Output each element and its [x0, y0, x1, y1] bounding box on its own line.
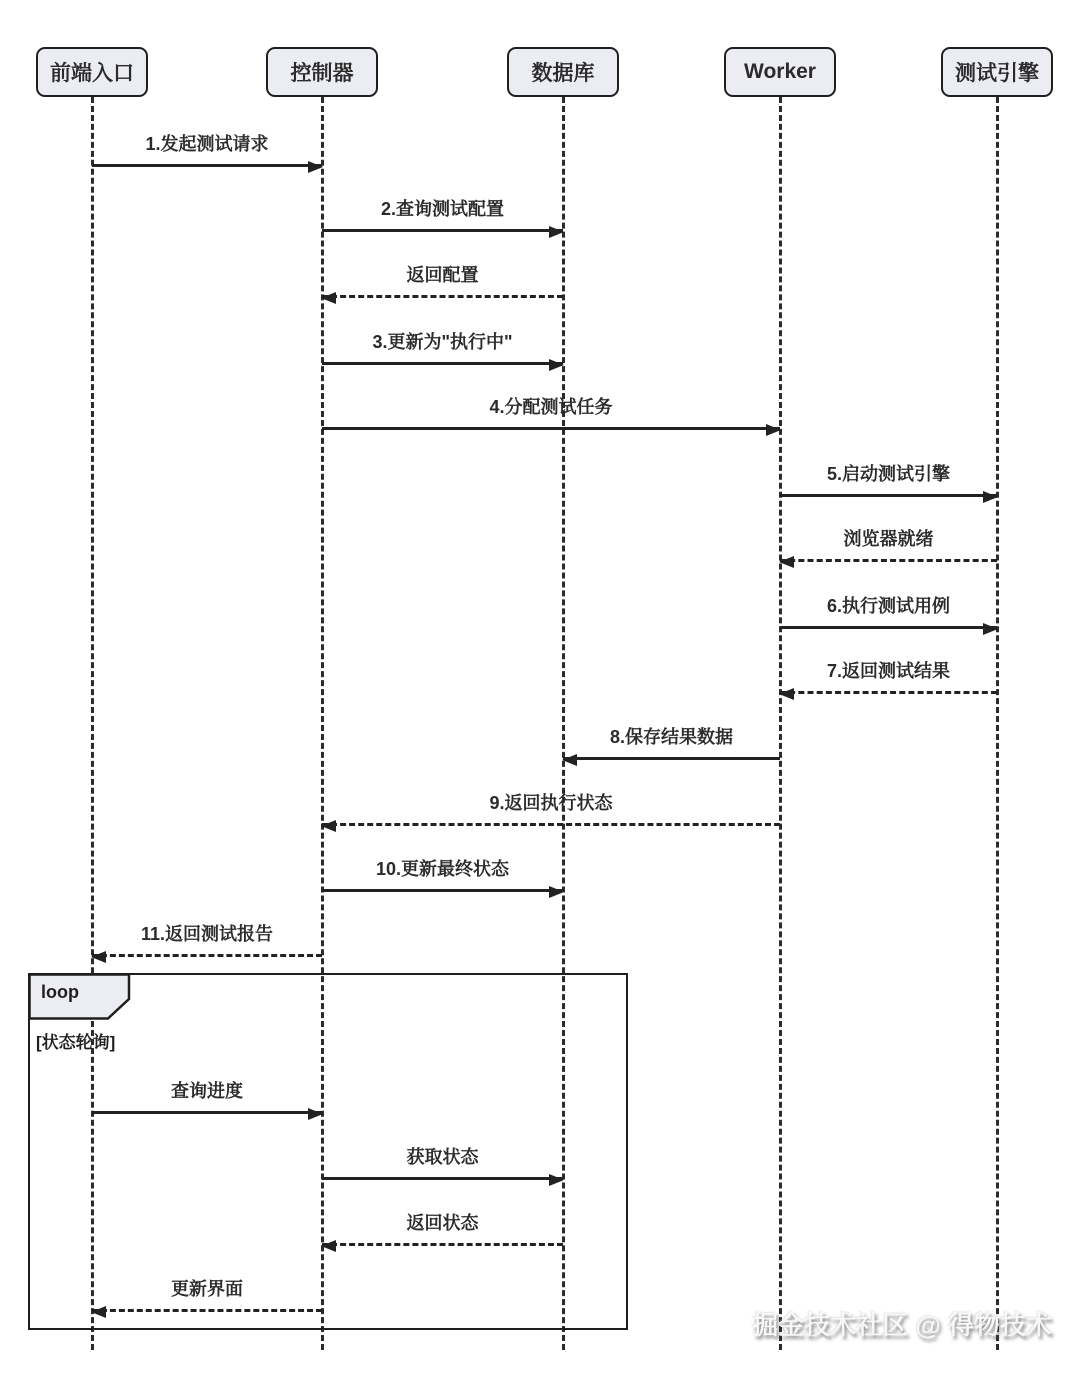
message-label: 4.分配测试任务: [489, 397, 613, 417]
arrowhead-right-icon: [549, 1174, 564, 1186]
arrow-line: [322, 1243, 563, 1246]
arrow-line: [780, 494, 997, 497]
message-label: 2.查询测试配置: [380, 199, 504, 219]
arrowhead-left-icon: [779, 556, 794, 568]
participant-engine: 测试引擎: [941, 47, 1053, 97]
arrow-line: [780, 626, 997, 629]
arrow-line: [780, 559, 997, 562]
participant-database: 数据库: [507, 47, 619, 97]
arrow-line: [92, 164, 322, 167]
arrow-line: [322, 362, 563, 365]
arrow-line: [92, 954, 322, 957]
loop-label: loop: [41, 982, 79, 1002]
message-label: 11.返回测试报告: [140, 924, 274, 944]
message-label: 3.更新为"执行中": [372, 332, 513, 352]
arrow-line: [780, 691, 997, 694]
arrow-line: [92, 1309, 322, 1312]
arrow-line: [322, 229, 563, 232]
message-label: 查询进度: [171, 1081, 243, 1101]
message-label: 9.返回执行状态: [489, 793, 613, 813]
arrowhead-left-icon: [562, 754, 577, 766]
participant-worker: Worker: [724, 47, 836, 97]
arrow-line: [92, 1111, 322, 1114]
message-label: 7.返回测试结果: [826, 661, 950, 681]
arrowhead-right-icon: [983, 491, 998, 503]
loop-condition: [状态轮询]: [36, 1033, 116, 1052]
arrowhead-left-icon: [91, 1306, 106, 1318]
arrowhead-left-icon: [321, 292, 336, 304]
arrowhead-right-icon: [549, 359, 564, 371]
arrowhead-right-icon: [308, 161, 323, 173]
arrowhead-right-icon: [308, 1108, 323, 1120]
arrow-line: [322, 295, 563, 298]
arrow-line: [322, 1177, 563, 1180]
participant-controller: 控制器: [266, 47, 378, 97]
participant-frontend: 前端入口: [36, 47, 148, 97]
arrowhead-left-icon: [321, 1240, 336, 1252]
message-label: 浏览器就绪: [843, 529, 934, 549]
message-label: 获取状态: [406, 1147, 479, 1167]
watermark: 掘金技术社区 @ 得物技术: [752, 1310, 1052, 1340]
arrowhead-right-icon: [766, 424, 781, 436]
arrowhead-right-icon: [549, 886, 564, 898]
message-label: 5.启动测试引擎: [826, 464, 950, 484]
message-label: 返回状态: [406, 1213, 479, 1233]
message-label: 10.更新最终状态: [375, 859, 510, 879]
lifeline-engine: [996, 97, 999, 1350]
arrowhead-left-icon: [321, 820, 336, 832]
message-label: 更新界面: [171, 1279, 243, 1299]
arrow-line: [563, 757, 780, 760]
message-label: 8.保存结果数据: [609, 727, 733, 747]
arrowhead-left-icon: [91, 951, 106, 963]
message-label: 返回配置: [406, 265, 479, 285]
arrowhead-left-icon: [779, 688, 794, 700]
arrow-line: [322, 427, 780, 430]
arrowhead-right-icon: [983, 623, 998, 635]
message-label: 6.执行测试用例: [826, 596, 950, 616]
arrowhead-right-icon: [549, 226, 564, 238]
arrow-line: [322, 889, 563, 892]
arrow-line: [322, 823, 780, 826]
message-label: 1.发起测试请求: [145, 134, 269, 154]
